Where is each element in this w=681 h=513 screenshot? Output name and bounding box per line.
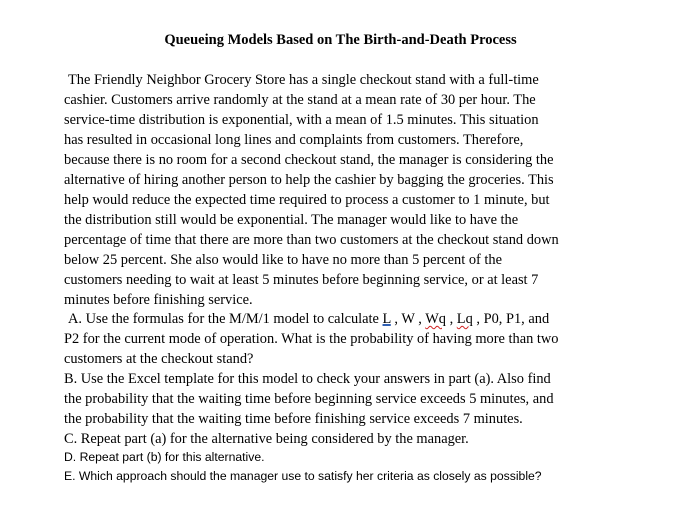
symbol-w: W xyxy=(401,311,415,327)
paragraph-line: minutes before finishing service. xyxy=(64,292,253,308)
paragraph-line: because there is no room for a second checkout stand, the manager is considering the xyxy=(64,152,554,168)
part-b-line: the probability that the waiting time before finishing service exceeds 7 minutes. xyxy=(64,411,523,427)
separator: , xyxy=(390,311,402,327)
part-a-prefix: A. Use the formulas for the M/M/1 model to calculate xyxy=(68,311,383,327)
paragraph-line: below 25 percent. She also would like to have no more than 5 percent of the xyxy=(64,252,502,268)
part-a-line-3: customers at the checkout stand? xyxy=(64,351,254,367)
part-a-suffix: , P0, P1, and xyxy=(472,311,550,327)
document-title: Queueing Models Based on The Birth-and-Death Process xyxy=(164,32,517,48)
part-a-line-1 xyxy=(64,309,624,329)
paragraph-line: cashier. Customers arrive randomly at the stand at a mean rate of 30 per hour. The xyxy=(64,92,536,108)
separator: , xyxy=(445,311,457,327)
separator: , xyxy=(414,311,426,327)
paragraph-line: has resulted in occasional long lines and complaints from customers. Therefore, xyxy=(64,132,524,148)
part-e: E. Which approach should the manager use to satisfy her criteria as closely as possible? xyxy=(64,469,542,483)
part-a-line-2: P2 for the current mode of operation. What is the probability of having more than two xyxy=(64,331,559,347)
part-b xyxy=(64,369,624,429)
part-d: D. Repeat part (b) for this alternative. xyxy=(64,450,265,464)
symbol-wq: Wq xyxy=(425,311,446,327)
paragraph-line: help would reduce the expected time required to process a customer to 1 minute, but xyxy=(64,192,550,208)
part-c-line: C. Repeat part (a) for the alternative being considered by the manager. xyxy=(64,431,469,447)
symbol-lq: Lq xyxy=(456,311,473,327)
problem-paragraph xyxy=(64,70,624,310)
symbol-l: L xyxy=(382,311,391,327)
part-b-line: B. Use the Excel template for this model to check your answers in part (a). Also find xyxy=(64,371,551,387)
paragraph-line: The Friendly Neighbor Grocery Store has a single checkout stand with a full-time xyxy=(68,72,539,88)
part-c xyxy=(64,429,624,449)
part-a xyxy=(64,309,624,369)
paragraph-line: percentage of time that there are more than two customers at the checkout stand down xyxy=(64,232,559,248)
paragraph-line: the distribution still would be exponential. The manager would like to have the xyxy=(64,212,519,228)
paragraph-line: service-time distribution is exponential, with a mean of 1.5 minutes. This situation xyxy=(64,112,539,128)
paragraph-line: customers needing to wait at least 5 minutes before beginning service, or at least 7 xyxy=(64,272,539,288)
paragraph-line: alternative of hiring another person to help the cashier by bagging the groceries. This xyxy=(64,172,554,188)
part-b-line: the probability that the waiting time before beginning service exceeds 5 minutes, and xyxy=(64,391,554,407)
